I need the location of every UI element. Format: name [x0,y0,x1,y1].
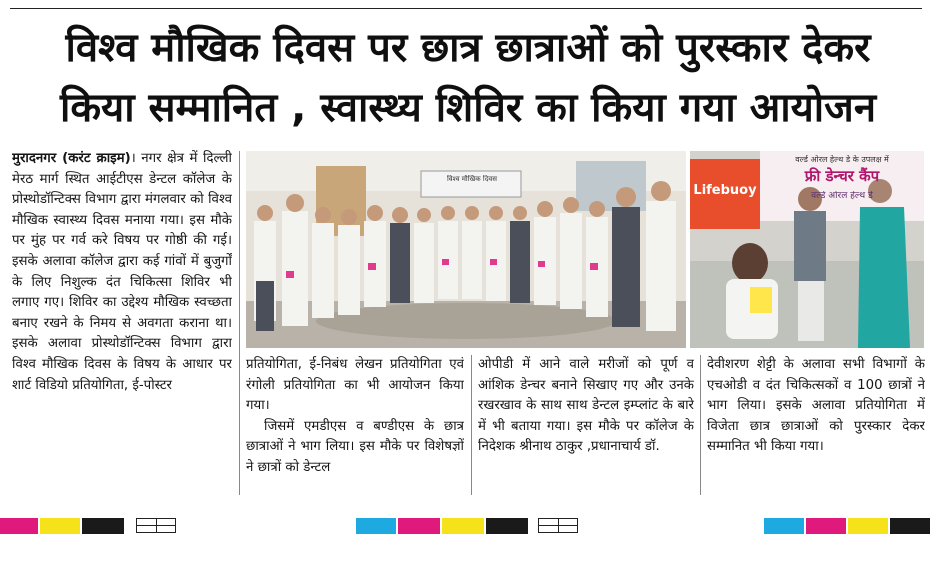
article-column-4 [707,355,925,495]
color-bar-black [82,518,124,534]
column-4-text: देवीशरण शेट्टी के अलावा सभी विभागों के एचओडी व दंत चिकित्सकों व 100 छात्रों ने भाग लिया। इसके अलावा प्रतियोगिता में विजेता छात्र छात्राओं को पुरस्कार देकर सम्मानित भी किया गया। [707,357,925,455]
photo-2-banner-bottom: वर्ल्ड ओरल हेल्थ डे [811,191,873,201]
column-1-text: । नगर क्षेत्र में दिल्ली मेरठ मार्ग स्थित आईटीएस डेन्टल कॉलेज के प्रोस्थोडॉन्टिक्स विभाग द्वारा मंगलवार को विश्व मौखिक स्वास्थ्य दिवस मनाया गया। इस मौके पर मुंह पर गर्व करे विषय पर गोष्ठी की गई। इसके अलावा कॉलेज द्वारा कई गांवों में बुजुर्गों के लिए निशुल्क दंत चिकित्सा शिविर भी लगाए गए। शिविर का उद्देश्य मौखिक स्वच्छता बनाए रखने के निमय से अवगता कराना था। इसके अलावा प्रोस्थोडॉन्टिक्स विभाग द्वारा विश्व मौखिक दिवस के विषय के आधार पर शार्ट विडियो प्रतियोगिता, ई-पोस्टर [12,151,232,393]
photo-2-banner-top: वर्ल्ड ओरल हेल्थ डे के उपलक्ष में [795,155,889,164]
photo-group-event [246,151,686,348]
headline-line-2: किया सम्मानित , स्वास्थ्य शिविर का किया गया आयोजन [59,85,877,131]
column-3-text: ओपीडी में आने वाले मरीजों को पूर्ण व आंशिक डेन्चर बनाने सिखाए गए और उनके रखरखाव के साथ साथ डेन्टल इम्प्लांट के बारे में भी बताया गया। इस मौके पर कॉलेज के निदेशक श्रीनाथ ठाकुर ,प्रधानाचार्य डॉ. [478,357,694,455]
color-bar-cyan [356,518,396,534]
color-bar-magenta [0,518,38,534]
column-divider [239,151,240,495]
column-2-paragraph-1: प्रतियोगिता, ई-निबंध लेखन प्रतियोगिता एवं रंगोली प्रतियोगिता का भी आयोजन किया गया। [246,357,464,414]
color-bar-yellow [848,518,888,534]
color-bar-black [890,518,930,534]
registration-mark [538,518,578,533]
color-bar-yellow [442,518,484,534]
color-bar-cyan [764,518,804,534]
top-rule [10,8,922,9]
column-2-paragraph-2: जिसमें एमडीएस व बण्डीएस के छात्र छात्राओं ने भाग लिया। इस मौके पर विशेषज्ञों ने छात्रों को डेन्टल [246,418,464,475]
article-column-3 [478,355,694,495]
registration-mark [136,518,176,533]
photo-2-brand: Lifebuoy [693,183,757,198]
color-bar-magenta [806,518,846,534]
color-bar-yellow [40,518,80,534]
dateline: मुरादनगर (करंट क्राइम) [12,151,131,166]
article-column-1 [12,149,232,495]
headline-line-1: विश्व मौखिक दिवस पर छात्र छात्राओं को पुरस्कार देकर [65,25,871,71]
photo-1-banner: विश्व मौखिक दिवस [446,175,498,183]
color-bar-magenta [398,518,440,534]
article-column-2 [246,355,464,495]
photo-2-banner-title: फ्री डेन्चर कैंप [804,167,880,185]
photo-dental-camp [690,151,924,348]
column-divider [700,355,701,495]
color-bar-black [486,518,528,534]
column-divider [471,355,472,495]
